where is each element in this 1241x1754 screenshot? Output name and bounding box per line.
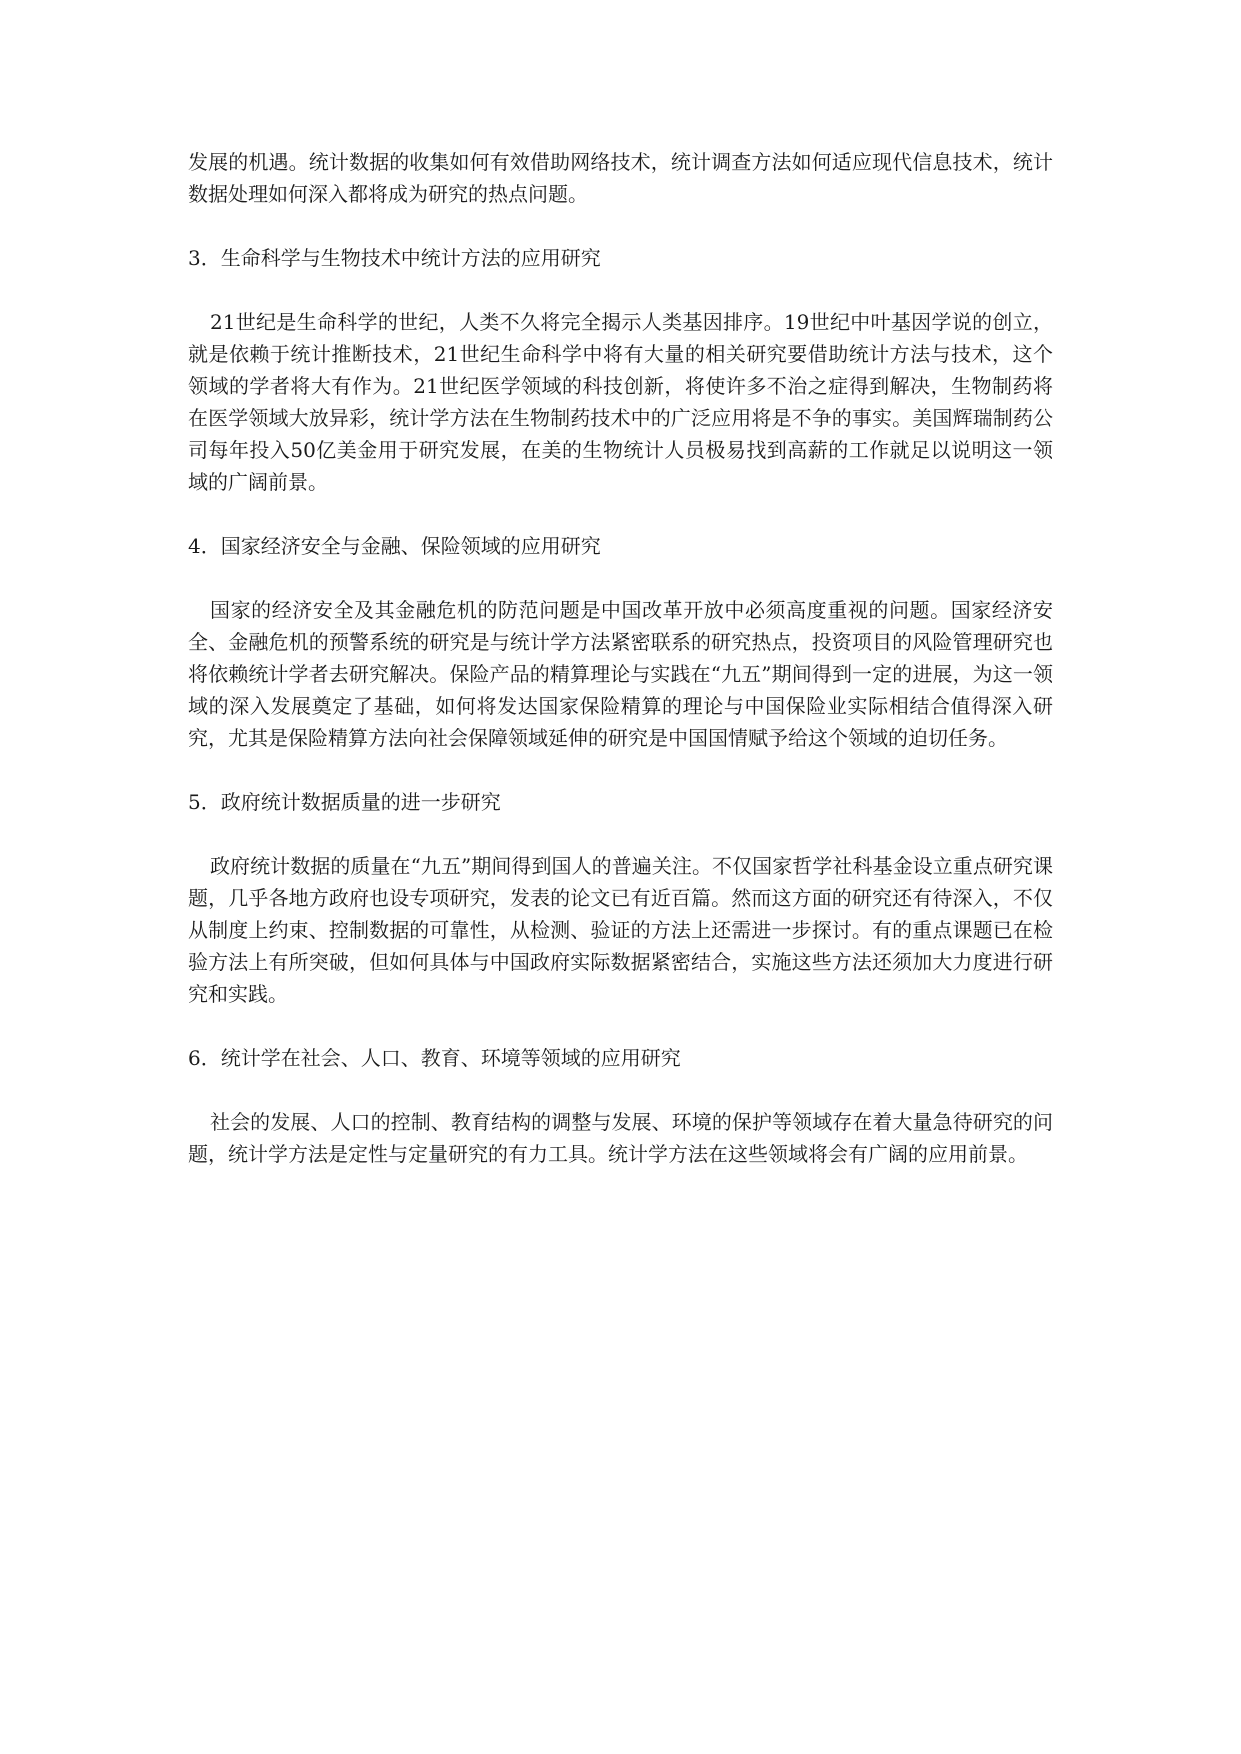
section-body: 21世纪是生命科学的世纪，人类不久将完全揭示人类基因排序。19世纪中叶基因学说的创立，就是依赖于统计推断技术，21世纪生命科学中将有大量的相关研究要借助统计方法与技术，这个领域的学者将大有作为。21世纪医学领域的科技创新，将使许多不治之症得到解决，生物制药将在医学领域大放异彩，统计学方法在生物制药技术中的广泛应用将是不争的事实。美国辉瑞制药公司每年投入50亿美金用于研究发展，在美的生物统计人员极易找到高薪的工作就足以说明这一领域的广阔前景。 bbox=[188, 310, 1053, 494]
section-body: 国家的经济安全及其金融危机的防范问题是中国改革开放中必须高度重视的问题。国家经济安全、金融危机的预警系统的研究是与统计学方法紧密联系的研究热点，投资项目的风险管理研究也将依赖统计学者去研究解决。保险产品的精算理论与实践在“九五”期间得到一定的进展，为这一领域的深入发展奠定了基础，如何将发达国家保险精算的理论与中国保险业实际相结合值得深入研究，尤其是保险精算方法向社会保障领域延伸的研究是中国国情赋予给这个领域的迫切任务。 bbox=[188, 598, 1053, 750]
section-6 bbox=[188, 1042, 1053, 1170]
section-heading: 3．生命科学与生物技术中统计方法的应用研究 bbox=[188, 246, 601, 270]
document-page bbox=[188, 146, 1053, 1170]
section-heading: 4．国家经济安全与金融、保险领域的应用研究 bbox=[188, 534, 601, 558]
section-heading: 6．统计学在社会、人口、教育、环境等领域的应用研究 bbox=[188, 1046, 681, 1070]
section-body: 社会的发展、人口的控制、教育结构的调整与发展、环境的保护等领域存在着大量急待研究的问题，统计学方法是定性与定量研究的有力工具。统计学方法在这些领域将会有广阔的应用前景。 bbox=[188, 1110, 1053, 1166]
section-3 bbox=[188, 242, 1053, 498]
section-5 bbox=[188, 786, 1053, 1010]
section-heading: 5．政府统计数据质量的进一步研究 bbox=[188, 790, 501, 814]
section-body: 政府统计数据的质量在“九五”期间得到国人的普遍关注。不仅国家哲学社科基金设立重点研究课题，几乎各地方政府也设专项研究，发表的论文已有近百篇。然而这方面的研究还有待深入，不仅从制度上约束、控制数据的可靠性，从检测、验证的方法上还需进一步探讨。有的重点课题已在检验方法上有所突破，但如何具体与中国政府实际数据紧密结合，实施这些方法还须加大力度进行研究和实践。 bbox=[188, 854, 1053, 1006]
intro-paragraph: 发展的机遇。统计数据的收集如何有效借助网络技术，统计调查方法如何适应现代信息技术，统计数据处理如何深入都将成为研究的热点问题。 bbox=[188, 150, 1053, 206]
section-4 bbox=[188, 530, 1053, 754]
